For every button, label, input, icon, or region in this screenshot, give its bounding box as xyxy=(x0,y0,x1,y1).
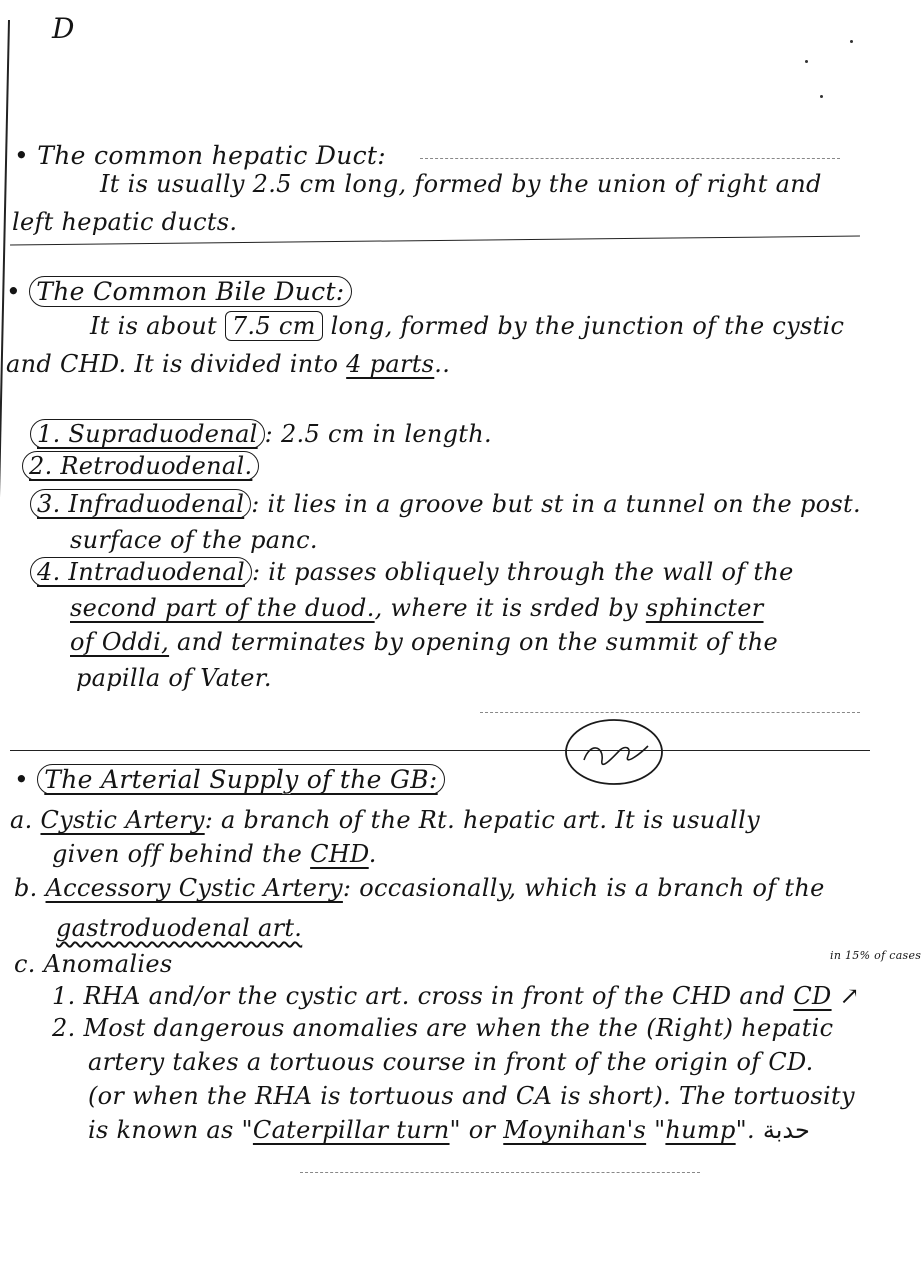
section-divider xyxy=(10,236,860,246)
cbd-part-4-cont-3: papilla of Vater. xyxy=(76,664,272,692)
chd-line-1: It is usually 2.5 cm long, formed by the union of right and xyxy=(100,170,822,198)
doodle-icon xyxy=(562,716,666,788)
page-mark: D xyxy=(52,12,75,45)
cbd-line-2: and CHD. It is divided into 4 parts.. xyxy=(6,350,451,378)
arterial-b-cont: gastroduodenal art. xyxy=(56,914,303,942)
side-note: in 15% of cases xyxy=(830,949,921,962)
cbd-line-1: It is about 7.5 cm long, formed by the junction of the cystic xyxy=(90,312,845,340)
dotted-rule xyxy=(480,712,860,713)
scan-speck xyxy=(820,95,823,98)
length-highlight: 7.5 cm xyxy=(225,311,323,341)
cbd-part-2: 2. Retroduodenal. xyxy=(22,452,259,480)
bullet-icon: • xyxy=(14,765,30,794)
arrow-icon: ↗ xyxy=(831,982,860,1010)
bullet-icon: • xyxy=(6,277,22,306)
arterial-a-cont: given off behind the CHD. xyxy=(52,840,377,868)
dotted-rule xyxy=(420,158,840,159)
arterial-a: a. Cystic Artery: a branch of the Rt. hepatic art. It is usually xyxy=(10,806,760,834)
arterial-heading: • The Arterial Supply of the GB: xyxy=(14,766,445,794)
anomaly-item-2-cont-1: artery takes a tortuous course in front of the origin of CD. xyxy=(88,1048,814,1076)
cbd-heading-text: The Common Bile Duct: xyxy=(29,276,351,307)
anomaly-item-1: 1. RHA and/or the cystic art. cross in front of the CHD and CD ↗ xyxy=(52,982,860,1010)
scan-speck xyxy=(850,40,853,43)
cbd-part-4-cont-2: of Oddi, and terminates by opening on the summit of the xyxy=(70,628,779,656)
arterial-b: b. Accessory Cystic Artery: occasionally, which is a branch of the xyxy=(14,874,825,902)
section-divider xyxy=(10,750,870,751)
arterial-c: c. Anomalies xyxy=(14,950,173,978)
chd-line-2: left hepatic ducts. xyxy=(12,208,238,236)
cbd-part-3: 3. Infraduodenal : it lies in a groove but st in a tunnel on the post. xyxy=(30,490,861,518)
dotted-rule xyxy=(300,1172,700,1173)
anomaly-item-2: 2. Most dangerous anomalies are when the the (Right) hepatic xyxy=(52,1014,834,1042)
cbd-part-1: 1. Supraduodenal : 2.5 cm in length. xyxy=(30,420,492,448)
arabic-note: حدبة xyxy=(762,1116,810,1144)
anomaly-item-2-cont-3: is known as "Caterpillar turn" or Moynihan's "hump". حدبة xyxy=(88,1116,810,1144)
chd-heading: • The common hepatic Duct: xyxy=(14,141,386,170)
cbd-part-3-cont: surface of the panc. xyxy=(70,526,318,554)
cbd-part-4-cont-1: second part of the duod., where it is srded by sphincter xyxy=(70,594,764,622)
cbd-heading xyxy=(6,278,352,306)
bullet-icon: • xyxy=(14,141,30,170)
page-margin-line xyxy=(0,20,10,1220)
scan-speck xyxy=(805,60,808,63)
anomaly-item-2-cont-2: (or when the RHA is tortuous and CA is short). The tortuosity xyxy=(88,1082,855,1110)
cbd-part-4: 4. Intraduodenal : it passes obliquely through the wall of the xyxy=(30,558,794,586)
